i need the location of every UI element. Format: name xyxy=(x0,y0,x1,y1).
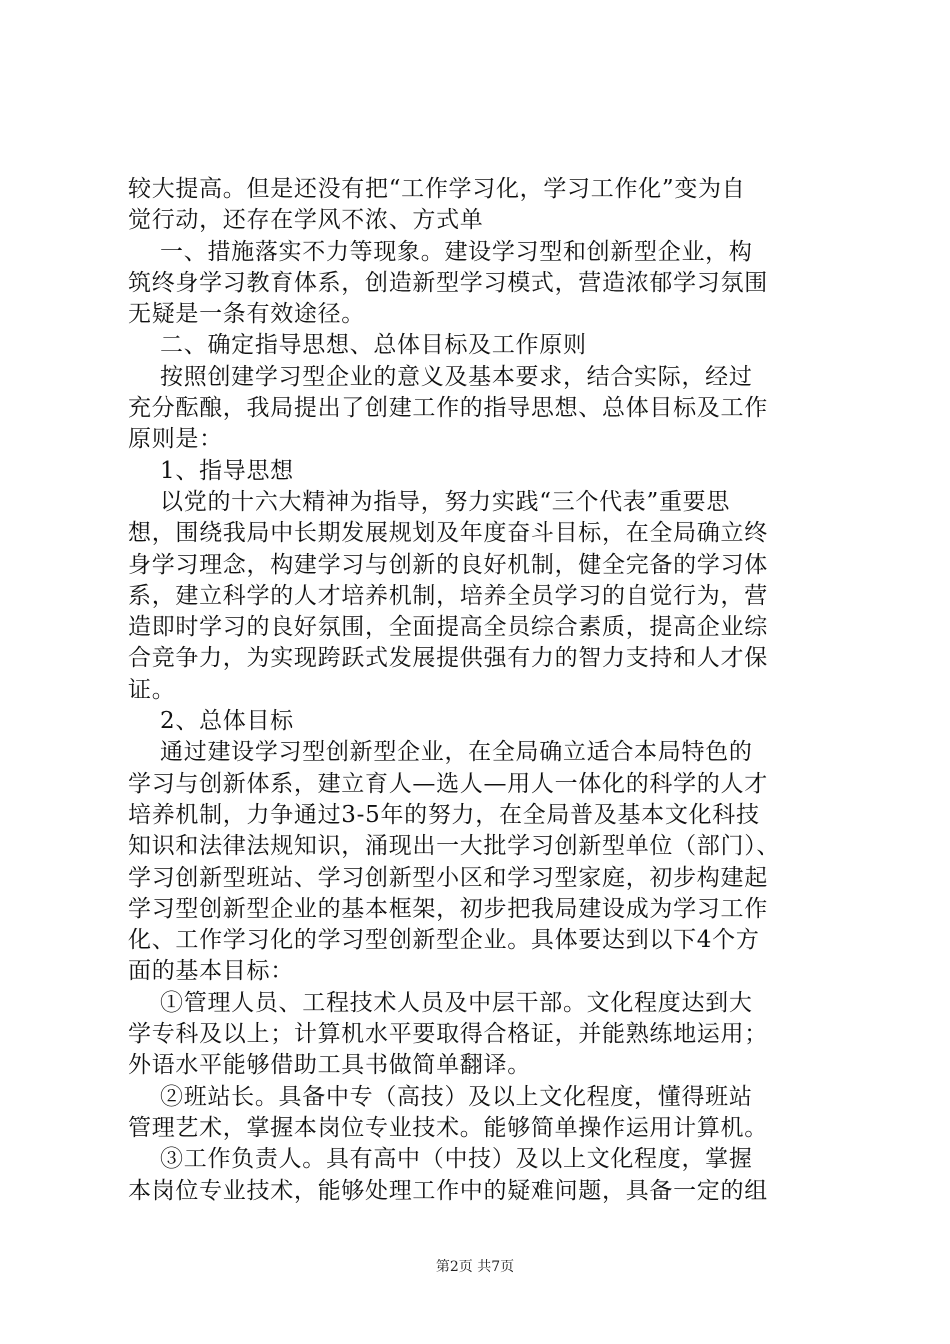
page-footer xyxy=(0,1256,950,1276)
text-line: 本岗位专业技术，能够处理工作中的疑难问题，具备一定的组 xyxy=(128,1177,768,1204)
text-line: 以党的十六大精神为指导，努力实践“三个代表”重要思 xyxy=(128,488,731,515)
text-line: 筑终身学习教育体系，创造新型学习模式，营造浓郁学习氛围 xyxy=(128,269,768,296)
document-body xyxy=(128,174,828,1207)
text-line: 觉行动，还存在学风不浓、方式单 xyxy=(128,207,484,234)
text-line: 通过建设学习型创新型企业，在全局确立适合本局特色的 xyxy=(128,739,753,766)
text-line: 证。 xyxy=(128,676,176,703)
text-line: 系，建立科学的人才培养机制，培养全员学习的自觉行为，营 xyxy=(128,582,768,609)
text-line: 面的基本目标： xyxy=(128,958,294,985)
text-line: 想，围绕我局中长期发展规划及年度奋斗目标，在全局确立终 xyxy=(128,520,768,547)
text-line: 充分酝酿，我局提出了创建工作的指导思想、总体目标及工作 xyxy=(128,395,768,422)
text-line: 身学习理念，构建学习与创新的良好机制，健全完备的学习体 xyxy=(128,551,768,578)
text-line: 学习型创新型企业的基本框架，初步把我局建设成为学习工作 xyxy=(128,895,768,922)
text-line: 学习与创新体系，建立育人—选人—用人一体化的科学的人才 xyxy=(128,770,768,797)
text-line: 合竞争力，为实现跨跃式发展提供强有力的智力支持和人才保 xyxy=(128,645,768,672)
text-line: 学习创新型班站、学习创新型小区和学习型家庭，初步构建起 xyxy=(128,864,768,891)
list-item: ③工作负责人。具有高中（中技）及以上文化程度，掌握 xyxy=(128,1146,753,1173)
text-line: 原则是： xyxy=(128,426,223,453)
text-line: 管理艺术，掌握本岗位专业技术。能够简单操作运用计算机。 xyxy=(128,1114,768,1141)
section-heading: 二、确定指导思想、总体目标及工作原则 xyxy=(128,332,587,359)
subsection-heading: 2、总体目标 xyxy=(128,708,294,735)
list-item: ②班站长。具备中专（高技）及以上文化程度，懂得班站 xyxy=(128,1083,753,1110)
text-line: 无疑是一条有效途径。 xyxy=(128,301,365,328)
text-line: 学专科及以上；计算机水平要取得合格证，并能熟练地运用； xyxy=(128,1021,768,1048)
text-line: 造即时学习的良好氛围，全面提高全员综合素质，提高企业综 xyxy=(128,614,768,641)
text-line: 较大提高。但是还没有把“工作学习化，学习工作化”变为自 xyxy=(128,176,746,202)
subsection-heading: 1、指导思想 xyxy=(128,457,294,484)
text-line: 化、工作学习化的学习型创新型企业。具体要达到以下4个方 xyxy=(128,927,760,954)
text-line: 外语水平能够借助工具书做简单翻译。 xyxy=(128,1052,531,1079)
list-item: ①管理人员、工程技术人员及中层干部。文化程度达到大 xyxy=(128,989,753,1016)
page-number: 第2页 共7页 xyxy=(435,1259,515,1275)
text-line: 知识和法律法规知识，涌现出一大批学习创新型单位（部门）、 xyxy=(128,833,781,860)
text-line: 一、措施落实不力等现象。建设学习型和创新型企业，构 xyxy=(128,238,753,265)
text-line: 按照创建学习型企业的意义及基本要求，结合实际，经过 xyxy=(128,363,753,390)
text-line: 培养机制，力争通过3-5年的努力，在全局普及基本文化科技 xyxy=(128,801,760,828)
